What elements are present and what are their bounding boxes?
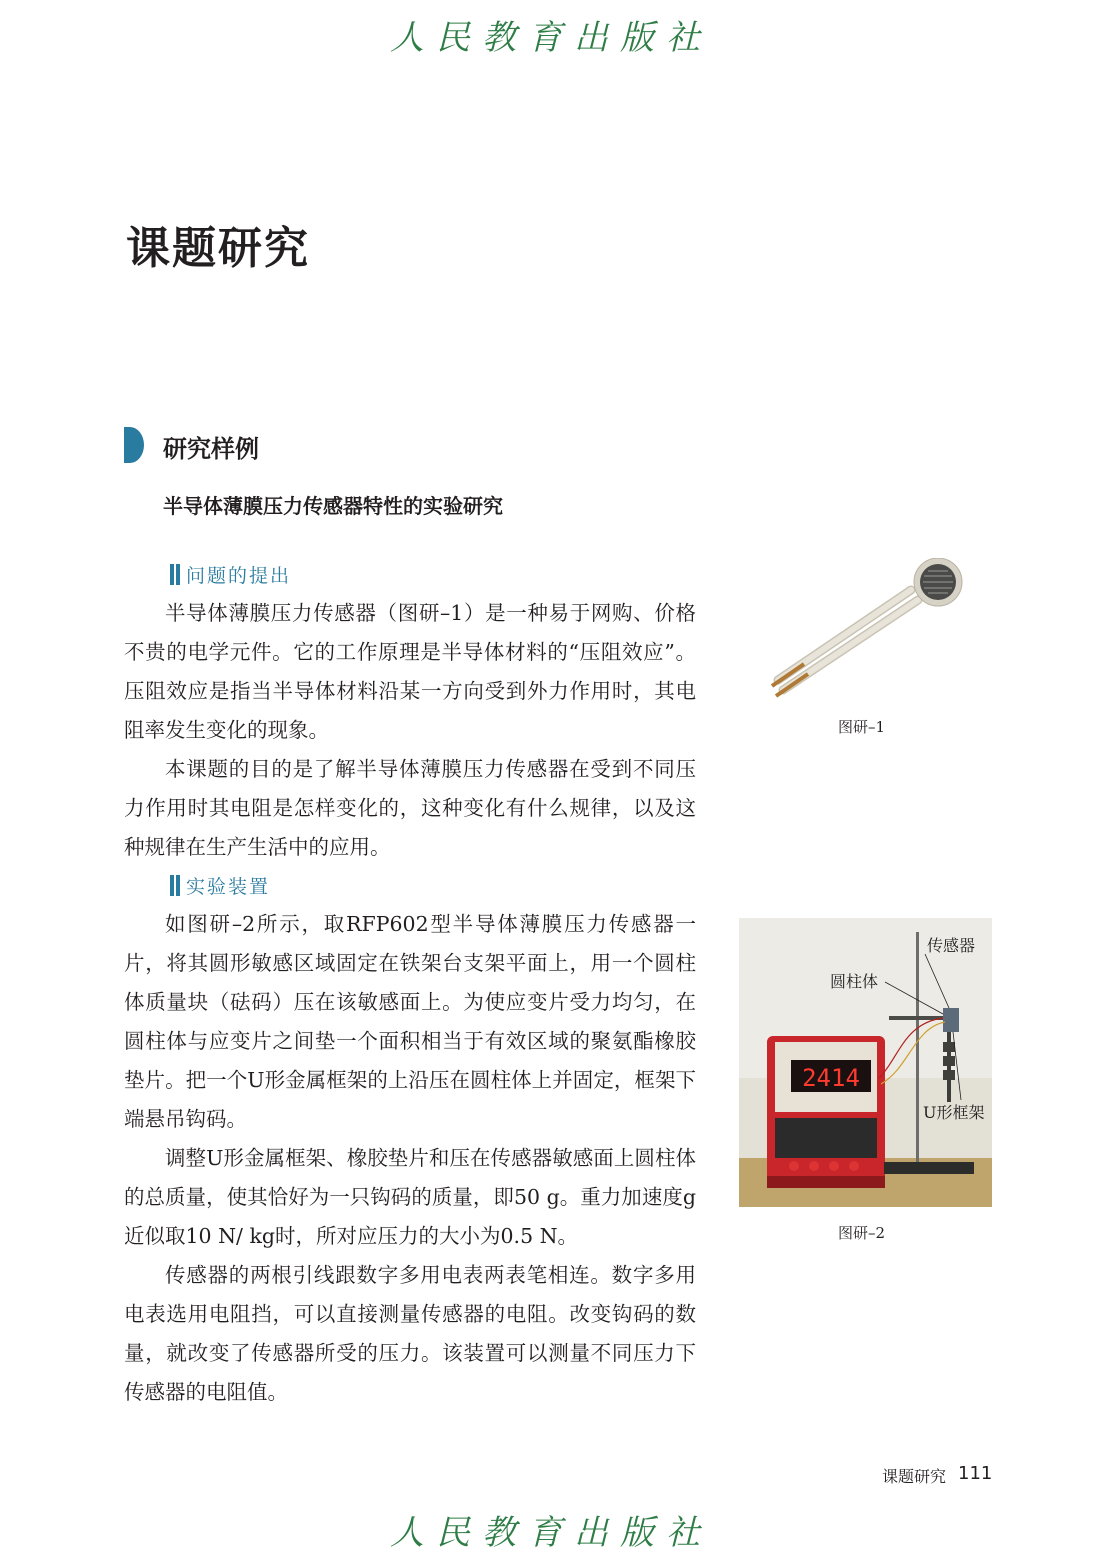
publisher-logo-bottom: 人民教育出版社: [390, 1513, 712, 1553]
sensor-disc: [914, 558, 962, 606]
footer-section-name: 课题研究: [882, 1467, 947, 1486]
subhead-problem: [170, 561, 291, 588]
paragraph: 如图研–2所示，取RFP602型半导体薄膜压力传感器一片，将其圆形敏感区域固定在铁架台支架平面上，用一个圆柱体质量块（砝码）压在该敏感面上。为使应变片受力均匀，在圆柱体与应变片之间垫一个面积相当于有效区域的聚氨酯橡胶垫片。把一个U形金属框架的上沿压在圆柱体上并固定，框架下端悬吊钩码。: [124, 912, 696, 1131]
article-subtitle: 半导体薄膜压力传感器特性的实验研究: [163, 494, 503, 518]
subhead-bar-icon: [170, 875, 174, 896]
page-number: 111: [958, 1463, 993, 1484]
section-marker-icon: [124, 427, 144, 463]
chapter-title: 课题研究: [126, 223, 310, 274]
text-block-1: [124, 594, 696, 867]
label-u-frame: U形框架: [923, 1103, 985, 1122]
text-block-2: [124, 905, 696, 1412]
label-cylinder: 圆柱体: [830, 972, 879, 991]
publisher-logo-top: 人民教育出版社: [390, 18, 712, 58]
paragraph: 本课题的目的是了解半导体薄膜压力传感器在受到不同压力作用时其电阻是怎样变化的，这种变化有什么规律，以及这种规律在生产生活中的应用。: [124, 757, 696, 859]
paragraph: 调整U形金属框架、橡胶垫片和压在传感器敏感面上圆柱体的总质量，使其恰好为一只钩码的质量，即50 g。重力加速度g近似取10 N/ kg时，所对应压力的大小为0.5 N。: [124, 1146, 696, 1248]
subhead-label: 实验装置: [186, 876, 271, 898]
subhead-bar-icon: [170, 564, 174, 585]
apparatus-illustration: [739, 918, 992, 1207]
paragraph: 传感器的两根引线跟数字多用电表两表笔相连。数字多用电表选用电阻挡，可以直接测量传感器的电阻。改变钩码的数量，就改变了传感器所受的压力。该装置可以测量不同压力下传感器的电阻值。: [124, 1263, 696, 1404]
apparatus-figure: [739, 918, 992, 1207]
sensor-figure: [768, 558, 978, 708]
sensor-leads: [772, 590, 918, 696]
paragraph: 半导体薄膜压力传感器（图研–1）是一种易于网购、价格不贵的电学元件。它的工作原理是半导体材料的“压阻效应”。压阻效应是指当半导体材料沿某一方向受到外力作用时，其电阻率发生变化的现象。: [124, 601, 696, 742]
section-heading: 研究样例: [163, 435, 259, 463]
subhead-label: 问题的提出: [186, 565, 292, 587]
subhead-apparatus: [170, 872, 270, 899]
subhead-bar-icon: [176, 875, 180, 896]
label-sensor: 传感器: [927, 936, 976, 955]
subhead-bar-icon: [176, 564, 180, 585]
meter-reading: 2414: [802, 1064, 860, 1092]
figure-2-caption: 图研–2: [838, 1224, 886, 1242]
figure-1-caption: 图研–1: [838, 718, 886, 736]
